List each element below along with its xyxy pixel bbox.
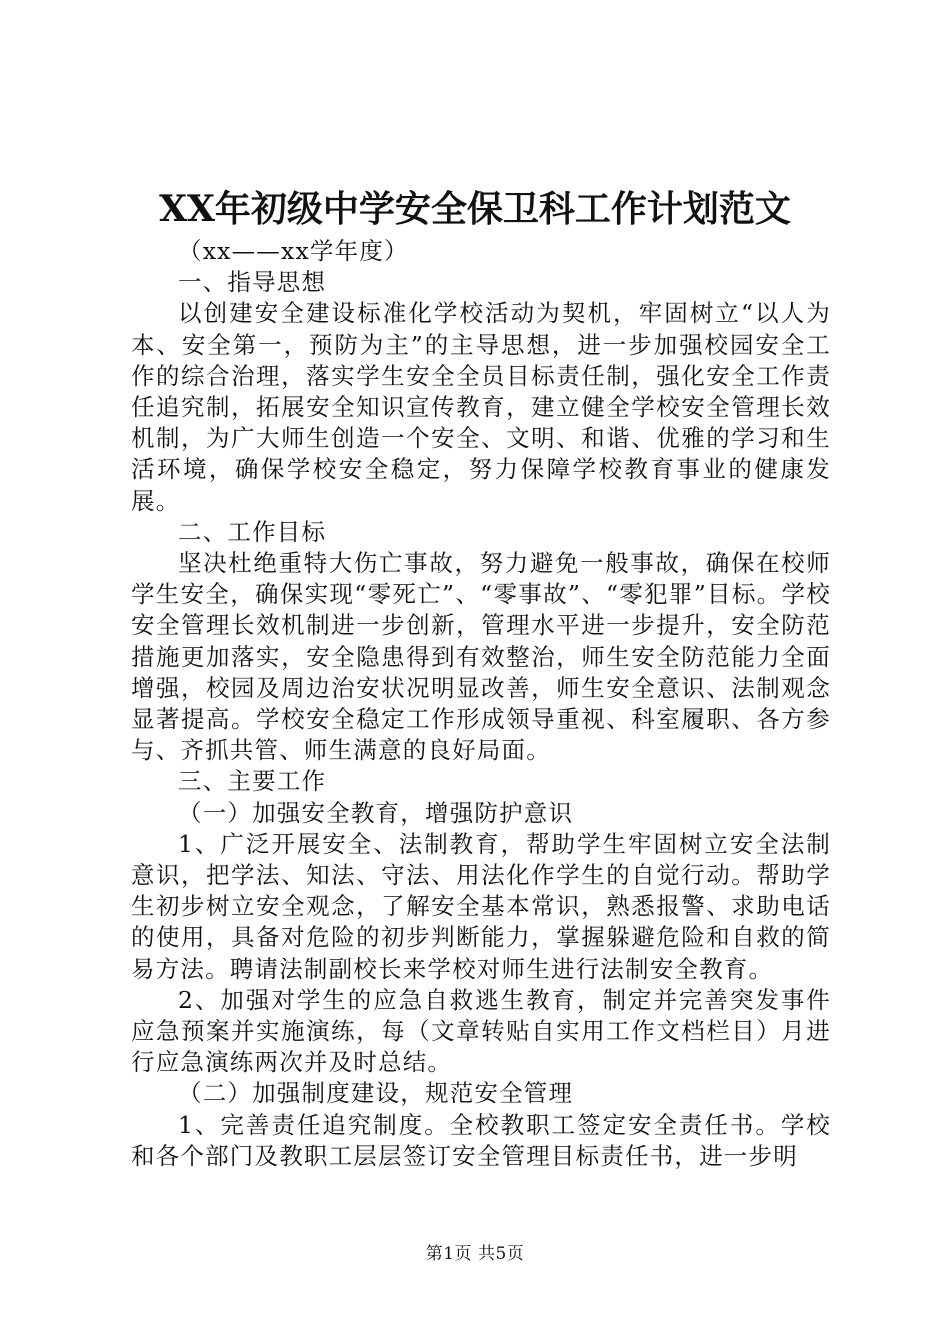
paragraph: 2、加强对学生的应急自救逃生教育，制定并完善突发事件应急预案并实施演练，每（文章转贴自实用工作文档栏目）月进行应急演练两次并及时总结。 <box>131 985 831 1077</box>
document-body <box>131 236 831 1172</box>
page-number: 第1页 共5页 <box>425 1244 525 1264</box>
section-heading: 一、指导思想 <box>178 268 327 297</box>
paragraph: 坚决杜绝重特大伤亡事故，努力避免一般事故，确保在校师学生安全，确保实现“零死亡”、“零事故”、“零犯罪”目标。学校安全管理长效机制进一步创新，管理水平进一步提升，安全防范措施更加落实，安全隐患得到有效整治，师生安全防范能力全面增强，校园及周边治安状况明显改善，师生安全意识、法制观念显著提高。学校安全稳定工作形成领导重视、科室履职、各方参与、齐抓共管、师生满意的良好局面。 <box>131 549 831 765</box>
paragraph: 以创建安全建设标准化学校活动为契机，牢固树立“以人为本、安全第一，预防为主”的主导思想，进一步加强校园安全工作的综合治理，落实学生安全全员目标责任制，强化安全工作责任追究制，拓展安全知识宣传教育，建立健全学校安全管理长效机制，为广大师生创造一个安全、文明、和谐、优雅的学习和生活环境，确保学校安全稳定，努力保障学校教育事业的健康发展。 <box>131 299 831 515</box>
paragraph: 1、完善责任追究制度。全校教职工签定安全责任书。学校和各个部门及教职工层层签订安全管理目标责任书，进一步明 <box>131 1110 831 1170</box>
subsection-heading: （二）加强制度建设，规范安全管理 <box>178 1079 574 1108</box>
paragraph: （xx——xx学年度） <box>178 237 409 265</box>
document-title: XX年初级中学安全保卫科工作计划范文 <box>159 188 791 230</box>
subsection-heading: （一）加强安全教育，增强防护意识 <box>178 798 574 827</box>
paragraph: 1、广泛开展安全、法制教育，帮助学生牢固树立安全法制意识，把学法、知法、守法、用法化作学生的自觉行动。帮助学生初步树立安全观念，了解安全基本常识，熟悉报警、求助电话的使用，具备对危险的初步判断能力，掌握躲避危险和自救的简易方法。聘请法制副校长来学校对师生进行法制安全教育。 <box>131 829 831 983</box>
section-heading: 二、工作目标 <box>178 517 327 546</box>
section-heading: 三、主要工作 <box>178 767 327 796</box>
